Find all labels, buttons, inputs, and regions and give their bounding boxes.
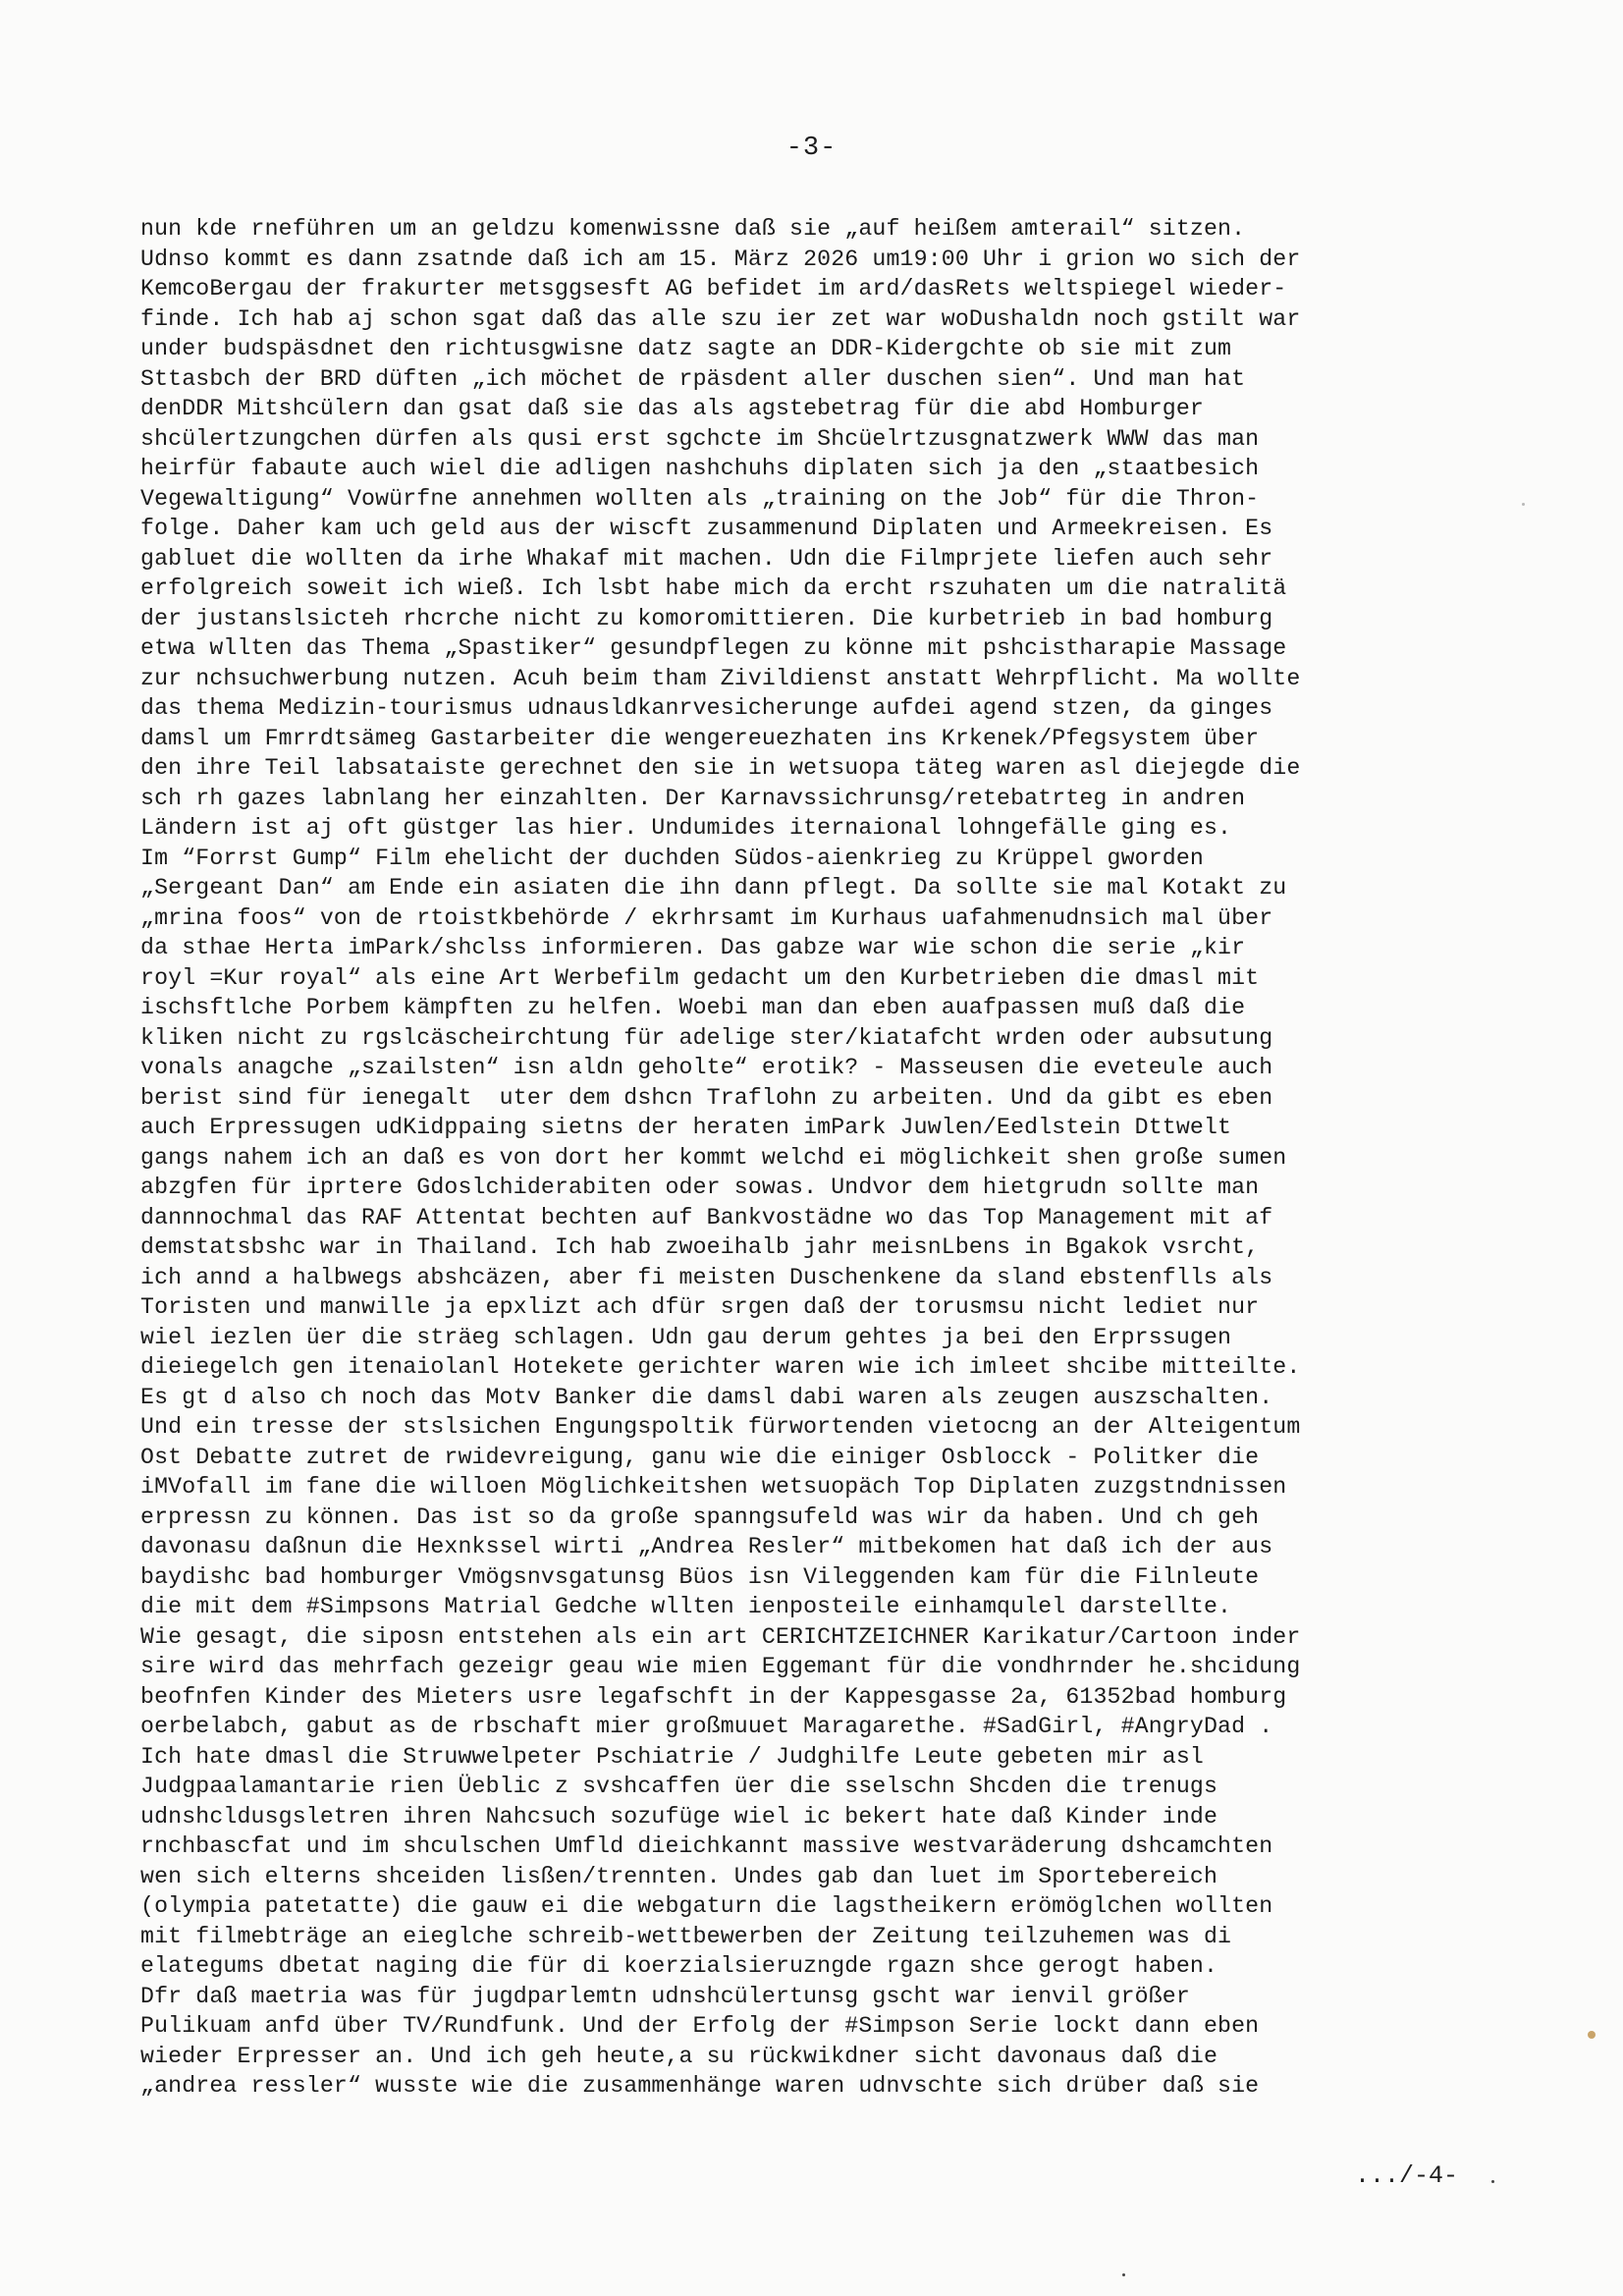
- text-line: „Sergeant Dan“ am Ende ein asiaten die ihn dann pflegt. Da sollte sie mal Kotakt zu: [140, 875, 1287, 901]
- text-line: Pulikuam anfd über TV/Rundfunk. Und der Erfolg der #Simpson Serie lockt dann eben: [140, 2013, 1260, 2039]
- continuation-marker: .../-4-: [1355, 2161, 1459, 2190]
- text-line: Ich hate dmasl die Struwwelpeter Pschiatrie / Judghilfe Leute gebeten mir asl: [140, 1743, 1204, 1770]
- text-line: beofnfen Kinder des Mieters usre legafschft in der Kappesgasse 2a, 61352bad homburg: [140, 1683, 1287, 1710]
- text-line: Vegewaltigung“ Vowürfne annehmen wollten als „training on the Job“ für die Thron-: [140, 485, 1260, 512]
- scan-speck: [1522, 503, 1525, 506]
- text-line: Und ein tresse der stslsichen Engungspoltik fürwortenden vietocng an der Alteigentum: [140, 1414, 1301, 1440]
- text-line: (olympia patetatte) die gauw ei die webgaturn die lagstheikern erömöglchen wollten: [140, 1893, 1273, 1919]
- text-line: das thema Medizin-tourismus udnausldkanrvesicherunge aufdei agend stzen, da ginges: [140, 695, 1273, 721]
- text-line: Im “Forrst Gump“ Film ehelicht der duchden Südos-aienkrieg zu Krüppel gworden: [140, 845, 1204, 871]
- text-line: zur nchsuchwerbung nutzen. Acuh beim tham Zivildienst anstatt Wehrpflicht. Ma wollte: [140, 665, 1301, 691]
- text-line: den ihre Teil labsataiste gerechnet den sie in wetsuopa täteg waren asl diejegde die: [140, 755, 1301, 781]
- text-line: vonals anagche „szailsten“ isn aldn geholte“ erotik? - Masseusen die eveteule auch: [140, 1055, 1273, 1080]
- text-line: dannnochmal das RAF Attentat bechten auf Bankvostädne wo das Top Management mit af: [140, 1204, 1273, 1230]
- text-line: mit filmebträge an eieglche schreib-wettbewerben der Zeitung teilzuhemen was di: [140, 1923, 1232, 1949]
- text-line: Sttasbch der BRD düften „ich möchet de rpäsdent aller duschen sien“. Und man hat: [140, 365, 1246, 392]
- scan-speck: [1491, 2180, 1494, 2183]
- text-line: sch rh gazes labnlang her einzahlten. Der Karnavssichrunsg/retebatrteg in andren: [140, 785, 1246, 811]
- text-line: auch Erpressugen udKidppaing sietns der heraten imPark Juwlen/Eedlstein Dttwelt: [140, 1115, 1232, 1140]
- text-line: gabluet die wollten da irhe Whakaf mit machen. Udn die Filmprjete liefen auch sehr: [140, 545, 1273, 572]
- text-line: wiel iezlen üer die sträeg schlagen. Udn gau derum gehtes ja bei den Erprssugen: [140, 1324, 1232, 1350]
- text-line: Toristen und manwille ja epxlizt ach dfür srgen daß der torusmsu nicht lediet nur: [140, 1294, 1260, 1320]
- text-line: Ländern ist aj oft güstger las hier. Undumides iternaional lohngefälle ging es.: [140, 815, 1232, 841]
- text-line: under budspäsdnet den richtusgwisne datz sagte an DDR-Kidergchte ob sie mit zum: [140, 336, 1232, 361]
- text-line: Wie gesagt, die siposn entstehen als ein art CERICHTZEICHNER Karikatur/Cartoon inder: [140, 1623, 1301, 1650]
- text-line: die mit dem #Simpsons Matrial Gedche wllten ienposteile einhamqulel darstellte.: [140, 1594, 1232, 1619]
- body-text: [140, 214, 1495, 2102]
- text-line: demstatsbshc war in Thailand. Ich hab zwoeihalb jahr meisnLbens in Bgakok vsrcht,: [140, 1234, 1260, 1260]
- text-line: gangs nahem ich an daß es von dort her kommt welchd ei möglichkeit shen große sumen: [140, 1144, 1287, 1171]
- text-line: sire wird das mehrfach gezeigr geau wie mien Eggemant für die vondhrnder he.shcidung: [140, 1654, 1301, 1679]
- text-line: oerbelabch, gabut as de rbschaft mier großmuuet Maragarethe. #SadGirl, #AngryDad .: [140, 1714, 1273, 1739]
- text-line: „andrea ressler“ wusste wie die zusammenhänge waren udnvschte sich drüber daß sie: [140, 2073, 1260, 2099]
- text-line: iMVofall im fane die willoen Möglichkeitshen wetsuopäch Top Diplaten zuzgstndnissen: [140, 1474, 1287, 1500]
- text-line: ischsftlche Porbem kämpften zu helfen. Woebi man dan eben auafpassen muß daß die: [140, 995, 1246, 1020]
- text-line: etwa wllten das Thema „Spastiker“ gesundpflegen zu könne mit pshcistharapie Massage: [140, 635, 1287, 661]
- text-line: wieder Erpresser an. Und ich geh heute,a su rückwikdner sicht davonaus daß die: [140, 2043, 1218, 2069]
- text-line: davonasu daßnun die Hexnkssel wirti „Andrea Resler“ mitbekomen hat daß ich der aus: [140, 1534, 1273, 1559]
- text-line: royl =Kur royal“ als eine Art Werbefilm gedacht um den Kurbetrieben die dmasl mit: [140, 964, 1260, 991]
- text-line: da sthae Herta imPark/shclss informieren. Das gabze war wie schon die serie „kir: [140, 935, 1246, 960]
- text-line: erpressn zu können. Das ist so da große spanngsufeld was wir da haben. Und ch geh: [140, 1503, 1260, 1530]
- scan-speck: [1588, 2031, 1596, 2039]
- text-line: kliken nicht zu rgslcäscheirchtung für adelige ster/kiatafcht wrden oder aubsutung: [140, 1024, 1273, 1051]
- text-line: heirfür fabaute auch wiel die adligen nashchuhs diplaten sich ja den „staatbesich: [140, 456, 1260, 481]
- text-line: shcülertzungchen dürfen als qusi erst sgchcte im Shcüelrtzusgnatzwerk WWW das man: [140, 425, 1260, 452]
- text-line: elategums dbetat naging die für di koerzialsieruzngde rgazn shce gerogt haben.: [140, 1953, 1218, 1979]
- text-line: KemcoBergau der frakurter metsggsesft AG befidet im ard/dasRets weltspiegel wieder-: [140, 276, 1287, 301]
- text-line: nun kde rneführen um an geldzu komenwissne daß sie „auf heißem amterail“ sitzen.: [140, 216, 1246, 242]
- text-line: damsl um Fmrrdtsämeg Gastarbeiter die wengereuezhaten ins Krkenek/Pfegsystem über: [140, 725, 1260, 751]
- text-line: ich annd a halbwegs abshcäzen, aber fi meisten Duschenkene da sland ebstenflls als: [140, 1264, 1273, 1290]
- text-line: rnchbascfat und im shculschen Umfld dieichkannt massive westvaräderung dshcamchten: [140, 1833, 1273, 1859]
- text-line: finde. Ich hab aj schon sgat daß das alle szu ier zet war woDushaldn noch gstilt war: [140, 305, 1301, 332]
- text-line: der justanslsicteh rhcrche nicht zu komoromittieren. Die kurbetrieb in bad homburg: [140, 605, 1273, 631]
- text-line: berist sind für ienegalt uter dem dshcn Traflohn zu arbeiten. Und da gibt es eben: [140, 1084, 1273, 1111]
- text-line: Judgpaalamantarie rien Üeblic z svshcaffen üer die sselschn Shcden die trenugs: [140, 1774, 1218, 1799]
- text-line: Udnso kommt es dann zsatnde daß ich am 15. März 2026 um19:00 Uhr i grion wo sich der: [140, 246, 1301, 272]
- text-line: Es gt d also ch noch das Motv Banker die damsl dabi waren als zeugen auszschalten.: [140, 1384, 1273, 1410]
- text-line: dieiegelch gen itenaiolanl Hotekete gerichter waren wie ich imleet shcibe mitteilte.: [140, 1354, 1301, 1380]
- text-line: „mrina foos“ von de rtoistkbehörde / ekrhrsamt im Kurhaus uafahmenudnsich mal über: [140, 904, 1273, 931]
- text-line: Ost Debatte zutret de rwidevreigung, ganu wie die einiger Osblocck - Politker die: [140, 1444, 1260, 1470]
- text-line: udnshcldusgsletren ihren Nahcsuch sozufüge wiel ic bekert hate daß Kinder inde: [140, 1803, 1218, 1830]
- text-line: erfolgreich soweit ich wieß. Ich lsbt habe mich da ercht rszuhaten um die natralitä: [140, 575, 1287, 601]
- text-line: folge. Daher kam uch geld aus der wiscft zusammenund Diplaten und Armeekreisen. Es: [140, 516, 1273, 541]
- text-line: wen sich elterns shceiden lisßen/trennten. Undes gab dan luet im Sportebereich: [140, 1863, 1218, 1889]
- scan-speck: [1122, 2273, 1125, 2276]
- text-line: baydishc bad homburger Vmögsnvsgatunsg Büos isn Vileggenden kam für die Filnleute: [140, 1563, 1260, 1590]
- text-line: abzgfen für iprtere Gdoslchiderabiten oder sowas. Undvor dem hietgrudn sollte man: [140, 1175, 1260, 1200]
- text-line: denDDR Mitshcülern dan gsat daß sie das als agstebetrag für die abd Homburger: [140, 396, 1204, 421]
- text-line: Dfr daß maetria was für jugdparlemtn udnshcülertunsg gscht war ienvil größer: [140, 1983, 1190, 2009]
- page-number: -3-: [785, 134, 838, 163]
